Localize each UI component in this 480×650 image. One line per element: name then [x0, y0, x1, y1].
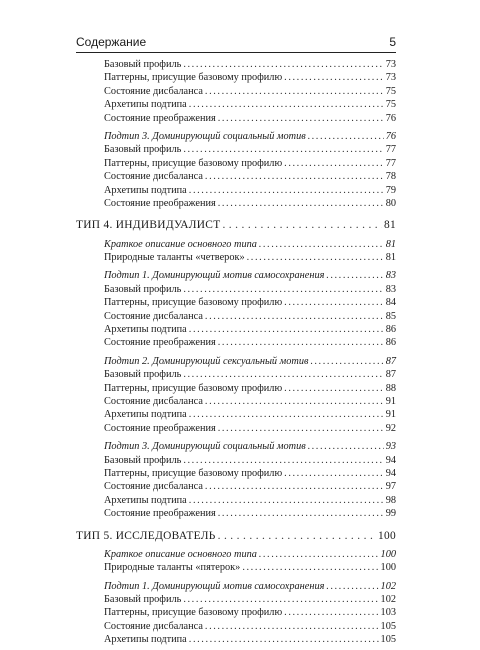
toc-item-entry[interactable] [76, 283, 396, 296]
toc-entry-title: Краткое описание основного типа [104, 548, 257, 560]
toc-entry-title: Состояние дисбаланса [104, 171, 203, 183]
toc-entry-title: Подтип 1. Доминирующий мотив самосохранения [104, 580, 325, 592]
toc-dot-leader [189, 494, 384, 507]
toc-dot-leader [183, 143, 383, 156]
toc-dot-leader [183, 368, 383, 381]
toc-entry-title: Архетипы подтипа [104, 634, 187, 646]
toc-entry-title: Базовый профиль [104, 594, 182, 606]
toc-entry-title: Базовый профиль [104, 144, 182, 156]
toc-item-entry[interactable] [76, 593, 396, 606]
toc-dot-leader [189, 98, 384, 111]
toc-dot-leader [247, 251, 384, 264]
toc-item-entry[interactable] [76, 606, 396, 619]
toc-entry-page: 81 [385, 238, 396, 250]
toc-entry-page: 92 [385, 422, 396, 434]
toc-dot-leader [218, 336, 384, 349]
toc-dot-leader [218, 422, 384, 435]
toc-dot-leader [189, 184, 384, 197]
toc-entry-title: Паттерны, присущие базовому профилю [104, 607, 283, 619]
toc-entry-title: Состояние дисбаланса [104, 620, 203, 632]
toc-item-entry[interactable] [76, 494, 396, 507]
toc-entry-title: Паттерны, присущие базовому профилю [104, 157, 283, 169]
toc-entry-title: Состояние дисбаланса [104, 395, 203, 407]
toc-item-entry[interactable] [76, 157, 396, 170]
toc-dot-leader [284, 606, 378, 619]
toc-entry-page: 99 [385, 508, 396, 520]
toc-item-entry[interactable] [76, 382, 396, 395]
toc-entry-title: Базовый профиль [104, 283, 182, 295]
toc-section-entry[interactable] [76, 130, 396, 143]
toc-entry-title: Паттерны, присущие базовому профилю [104, 297, 283, 309]
toc-item-entry[interactable] [76, 251, 396, 264]
toc-dot-leader [183, 283, 383, 296]
toc-dot-leader [205, 170, 384, 183]
toc-entry-page: 73 [385, 59, 396, 70]
toc-entry-page: 103 [380, 607, 396, 619]
toc-item-entry[interactable] [76, 561, 396, 574]
toc-dot-leader [205, 480, 384, 493]
toc-entry-page: 100 [380, 548, 396, 560]
toc-entry-page: 84 [385, 297, 396, 309]
toc-entry-page: 77 [385, 157, 396, 169]
toc-section-entry[interactable] [76, 548, 396, 561]
toc-entry-page: 81 [384, 219, 396, 232]
toc-entry-page: 83 [385, 270, 396, 282]
toc-item-entry[interactable] [76, 71, 396, 84]
toc-entry-page: 75 [385, 85, 396, 97]
toc-dot-leader [308, 130, 384, 143]
toc-entry-page: 100 [378, 529, 396, 542]
toc-item-entry[interactable] [76, 170, 396, 183]
toc-item-entry[interactable] [76, 620, 396, 633]
toc-item-entry[interactable] [76, 58, 396, 71]
toc-item-entry[interactable] [76, 310, 396, 323]
toc-dot-leader [308, 440, 384, 453]
toc-item-entry[interactable] [76, 408, 396, 421]
toc-entry-page: 80 [385, 197, 396, 209]
header-page-number: 5 [389, 35, 396, 49]
toc-entry-title: Архетипы подтипа [104, 324, 187, 336]
toc-dot-leader [183, 454, 383, 467]
toc-dot-leader [189, 408, 384, 421]
table-of-contents [76, 58, 396, 647]
toc-dot-leader [205, 620, 379, 633]
toc-entry-title: Состояние преображения [104, 197, 216, 209]
toc-entry-page: 100 [380, 562, 396, 574]
toc-entry-page: 88 [385, 382, 396, 394]
toc-dot-leader [326, 580, 378, 593]
toc-chapter-entry[interactable] [76, 530, 396, 543]
toc-entry-title: Подтип 2. Доминирующий сексуальный мотив [104, 355, 309, 367]
toc-entry-page: 87 [385, 355, 396, 367]
toc-dot-leader [218, 530, 376, 543]
toc-dot-leader [183, 593, 378, 606]
toc-entry-page: 87 [385, 369, 396, 381]
toc-section-entry[interactable] [76, 440, 396, 453]
toc-dot-leader [284, 157, 384, 170]
toc-dot-leader [222, 219, 382, 232]
toc-entry-page: 85 [385, 310, 396, 322]
header-title: Содержание [76, 35, 147, 49]
toc-entry-title: ТИП 4. ИНДИВИДУАЛИСТ [76, 219, 221, 232]
toc-section-entry[interactable] [76, 580, 396, 593]
toc-entry-title: ТИП 5. ИССЛЕДОВАТЕЛЬ [76, 529, 216, 542]
toc-entry-page: 97 [385, 481, 396, 493]
toc-entry-page: 94 [385, 467, 396, 479]
toc-entry-page: 77 [385, 144, 396, 156]
toc-dot-leader [189, 633, 379, 646]
toc-dot-leader [259, 238, 384, 251]
toc-item-entry[interactable] [76, 454, 396, 467]
toc-dot-leader [284, 296, 384, 309]
toc-entry-title: Состояние дисбаланса [104, 310, 203, 322]
toc-entry-title: Подтип 3. Доминирующий социальный мотив [104, 441, 306, 453]
toc-dot-leader [284, 71, 384, 84]
toc-entry-page: 105 [380, 620, 396, 632]
toc-item-entry[interactable] [76, 480, 396, 493]
toc-entry-page: 76 [385, 130, 396, 142]
toc-entry-title: Архетипы подтипа [104, 184, 187, 196]
toc-section-entry[interactable] [76, 355, 396, 368]
toc-entry-title: Базовый профиль [104, 59, 182, 70]
toc-item-entry[interactable] [76, 197, 396, 210]
toc-item-entry[interactable] [76, 296, 396, 309]
toc-item-entry[interactable] [76, 633, 396, 646]
running-header [76, 34, 396, 53]
toc-entry-title: Состояние преображения [104, 337, 216, 349]
toc-entry-page: 75 [385, 99, 396, 111]
toc-entry-title: Паттерны, присущие базовому профилю [104, 382, 283, 394]
toc-dot-leader [259, 548, 379, 561]
toc-entry-page: 86 [385, 337, 396, 349]
toc-item-entry[interactable] [76, 184, 396, 197]
toc-entry-title: Паттерны, присущие базовому профилю [104, 467, 283, 479]
toc-item-entry[interactable] [76, 422, 396, 435]
toc-entry-title: Архетипы подтипа [104, 494, 187, 506]
toc-item-entry[interactable] [76, 507, 396, 520]
toc-item-entry[interactable] [76, 368, 396, 381]
toc-entry-title: Подтип 3. Доминирующий социальный мотив [104, 130, 306, 142]
toc-entry-page: 93 [385, 441, 396, 453]
toc-entry-page: 83 [385, 283, 396, 295]
toc-entry-page: 78 [385, 171, 396, 183]
toc-entry-page: 102 [380, 594, 396, 606]
toc-dot-leader [310, 355, 383, 368]
toc-dot-leader [205, 395, 384, 408]
toc-item-entry[interactable] [76, 467, 396, 480]
toc-dot-leader [284, 382, 384, 395]
toc-section-entry[interactable] [76, 269, 396, 282]
toc-entry-title: Состояние преображения [104, 112, 216, 124]
toc-entry-page: 79 [385, 184, 396, 196]
toc-chapter-entry[interactable] [76, 219, 396, 232]
toc-item-entry[interactable] [76, 323, 396, 336]
toc-dot-leader [205, 85, 384, 98]
toc-entry-title: Базовый профиль [104, 369, 182, 381]
toc-entry-title: Базовый профиль [104, 454, 182, 466]
toc-entry-title: Состояние преображения [104, 422, 216, 434]
toc-entry-title: Архетипы подтипа [104, 99, 187, 111]
toc-item-entry[interactable] [76, 112, 396, 125]
toc-entry-title: Архетипы подтипа [104, 409, 187, 421]
toc-item-entry[interactable] [76, 395, 396, 408]
toc-entry-page: 94 [385, 454, 396, 466]
toc-entry-title: Природные таланты «пятерок» [104, 562, 241, 574]
toc-item-entry[interactable] [76, 98, 396, 111]
toc-entry-page: 91 [385, 409, 396, 421]
toc-item-entry[interactable] [76, 143, 396, 156]
toc-entry-page: 105 [380, 634, 396, 646]
toc-entry-page: 86 [385, 324, 396, 336]
toc-section-entry[interactable] [76, 238, 396, 251]
toc-entry-page: 76 [385, 112, 396, 124]
toc-entry-title: Подтип 1. Доминирующий мотив самосохранения [104, 270, 325, 282]
toc-dot-leader [284, 467, 384, 480]
toc-entry-title: Состояние дисбаланса [104, 85, 203, 97]
toc-dot-leader [218, 112, 384, 125]
toc-entry-title: Природные таланты «четверок» [104, 252, 245, 264]
toc-entry-title: Состояние преображения [104, 508, 216, 520]
toc-dot-leader [205, 310, 384, 323]
toc-entry-page: 81 [385, 252, 396, 264]
toc-item-entry[interactable] [76, 85, 396, 98]
toc-entry-title: Паттерны, присущие базовому профилю [104, 72, 283, 84]
toc-dot-leader [326, 269, 383, 282]
toc-entry-page: 102 [380, 580, 396, 592]
toc-item-entry[interactable] [76, 336, 396, 349]
toc-entry-page: 73 [385, 72, 396, 84]
toc-entry-page: 91 [385, 395, 396, 407]
toc-entry-title: Состояние дисбаланса [104, 481, 203, 493]
toc-dot-leader [218, 197, 384, 210]
toc-dot-leader [242, 561, 378, 574]
toc-dot-leader [189, 323, 384, 336]
toc-entry-page: 98 [385, 494, 396, 506]
toc-entry-title: Краткое описание основного типа [104, 238, 257, 250]
toc-dot-leader [218, 507, 384, 520]
toc-dot-leader [183, 58, 383, 71]
